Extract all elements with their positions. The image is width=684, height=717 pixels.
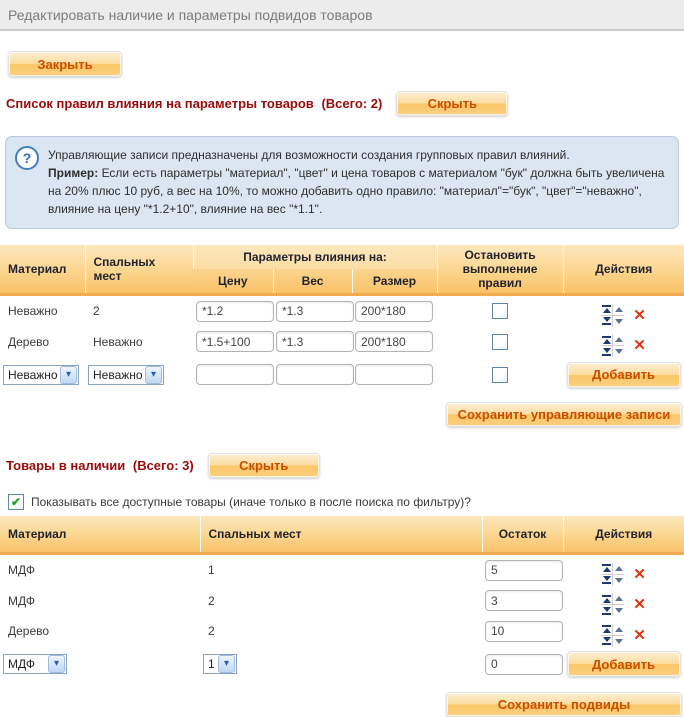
show-all-label: Показывать все доступные товары (иначе только в после поиска по фильтру)? — [31, 495, 471, 509]
stock-section-title — [6, 458, 194, 473]
cell-sleeping: 2 — [208, 593, 215, 608]
show-all-checkbox[interactable] — [8, 494, 24, 510]
material-select[interactable] — [3, 654, 67, 674]
table-row — [0, 586, 684, 617]
col-header-sleeping: Спальных мест — [85, 245, 193, 295]
cell-material: Дерево — [8, 624, 50, 639]
move-first-icon[interactable] — [601, 563, 612, 574]
dropdown-arrow-icon[interactable]: ▾ — [145, 366, 162, 384]
qty-input[interactable] — [485, 560, 563, 581]
delete-icon[interactable]: ✕ — [633, 306, 646, 324]
col-header-material: Материал — [0, 245, 85, 295]
reorder-controls — [601, 624, 624, 647]
stop-rules-checkbox[interactable] — [492, 367, 508, 383]
delete-icon[interactable]: ✕ — [633, 626, 646, 644]
col-header-actions: Действия — [563, 245, 684, 295]
add-product-row — [0, 647, 684, 682]
stock-total-count: (Всего: 3) — [132, 458, 194, 473]
cell-sleeping: 1 — [208, 563, 215, 578]
move-last-icon[interactable] — [601, 346, 612, 357]
move-down-icon[interactable] — [613, 346, 624, 357]
new-size-input[interactable] — [355, 364, 433, 385]
qty-input[interactable] — [485, 590, 563, 611]
rules-title-text: Список правил влияния на параметры товаров — [6, 96, 314, 111]
stop-rules-checkbox[interactable] — [492, 303, 508, 319]
move-up-icon[interactable] — [613, 563, 624, 574]
move-up-icon[interactable] — [613, 593, 624, 604]
stock-section-head — [6, 453, 684, 478]
move-up-icon[interactable] — [613, 304, 624, 315]
new-qty-input[interactable] — [485, 654, 563, 675]
stock-title-text: Товары в наличии — [6, 458, 126, 473]
cell-sleeping: 2 — [93, 304, 100, 319]
add-product-button[interactable]: Добавить — [567, 651, 681, 677]
move-up-icon[interactable] — [613, 624, 624, 635]
size-input[interactable] — [355, 331, 433, 352]
sleeping-select-value: 1 — [208, 657, 215, 671]
cell-material: Дерево — [8, 334, 50, 349]
add-rule-row — [0, 357, 684, 392]
dropdown-arrow-icon[interactable]: ▾ — [48, 655, 65, 673]
info-line1: Управляющие записи предназначены для возможности создания групповых правил влияний. — [48, 148, 570, 162]
save-subtypes-button[interactable]: Сохранить подвиды — [446, 692, 682, 717]
info-text — [48, 146, 666, 218]
dropdown-arrow-icon[interactable]: ▾ — [218, 655, 235, 673]
check-icon: ✔ — [10, 495, 22, 509]
new-weight-input[interactable] — [276, 364, 354, 385]
move-first-icon[interactable] — [601, 624, 612, 635]
qty-input[interactable] — [485, 621, 563, 642]
add-rule-button[interactable]: Добавить — [567, 362, 681, 388]
window-title-bar — [0, 0, 684, 31]
delete-icon[interactable]: ✕ — [633, 596, 646, 613]
sleeping-select[interactable] — [88, 365, 164, 385]
save-rules-button[interactable]: Сохранить управляющие записи — [446, 402, 682, 427]
table-row — [0, 295, 684, 327]
delete-icon[interactable]: ✕ — [633, 337, 646, 354]
reorder-controls — [601, 334, 624, 357]
delete-icon[interactable]: ✕ — [633, 565, 646, 583]
stock-hide-button[interactable]: Скрыть — [208, 453, 320, 478]
weight-input[interactable] — [276, 301, 354, 322]
stock-table — [0, 516, 684, 682]
col-header-stop-rules: Остановить выполнение правил — [437, 245, 563, 295]
rules-section-head — [6, 91, 684, 116]
move-up-icon[interactable] — [613, 334, 624, 345]
sleeping-select[interactable] — [203, 654, 237, 674]
move-down-icon[interactable] — [613, 316, 624, 327]
move-down-icon[interactable] — [613, 636, 624, 647]
weight-input[interactable] — [276, 331, 354, 352]
info-example-text: Если есть параметры "материал", "цвет" и цена товаров с материалом "бук" должна быть увеличена на 20% плюс 10 руб, а вес на 10%, то можно добавить одно правило: "материал"="бук", "цвет"="неважно", влияние на цену "*1.2+10", влияние на вес "*1.1". — [48, 166, 665, 216]
dropdown-arrow-icon[interactable]: ▾ — [60, 366, 77, 384]
col-header-qty: Остаток — [482, 516, 563, 554]
col-header-sleeping: Спальных мест — [200, 516, 482, 554]
material-select[interactable] — [3, 365, 79, 385]
table-row — [0, 327, 684, 358]
move-last-icon[interactable] — [601, 605, 612, 616]
col-header-price: Цену — [193, 269, 273, 295]
reorder-controls — [601, 593, 624, 616]
info-box — [5, 136, 679, 229]
rules-section-title — [6, 96, 382, 111]
table-row — [0, 554, 684, 586]
close-button[interactable]: Закрыть — [8, 51, 122, 77]
filter-row — [8, 494, 684, 510]
move-first-icon[interactable] — [601, 334, 612, 345]
price-input[interactable] — [196, 331, 274, 352]
move-first-icon[interactable] — [601, 304, 612, 315]
move-down-icon[interactable] — [613, 575, 624, 586]
sleeping-select-value: Неважно — [93, 367, 143, 382]
col-header-weight: Вес — [273, 269, 352, 295]
price-input[interactable] — [196, 301, 274, 322]
new-price-input[interactable] — [196, 364, 274, 385]
move-last-icon[interactable] — [601, 575, 612, 586]
info-example-label: Пример: — [48, 166, 99, 180]
help-icon: ? — [15, 146, 39, 170]
rules-total-count: (Всего: 2) — [321, 96, 383, 111]
cell-material: Неважно — [8, 304, 58, 319]
table-row — [0, 616, 684, 647]
col-header-actions: Действия — [563, 516, 684, 554]
material-select-value: Неважно — [8, 367, 58, 382]
col-header-influence-group: Параметры влияния на: — [193, 245, 437, 269]
material-select-value: МДФ — [8, 657, 35, 671]
move-last-icon[interactable] — [601, 636, 612, 647]
col-header-material: Материал — [0, 516, 200, 554]
cell-sleeping: 2 — [208, 624, 215, 639]
cell-material: МДФ — [8, 593, 35, 608]
move-down-icon[interactable] — [613, 605, 624, 616]
cell-sleeping: Неважно — [93, 334, 143, 349]
move-first-icon[interactable] — [601, 593, 612, 604]
col-header-size: Размер — [352, 269, 437, 295]
reorder-controls — [601, 563, 624, 586]
cell-material: МДФ — [8, 563, 35, 578]
move-last-icon[interactable] — [601, 316, 612, 327]
rules-table — [0, 245, 684, 392]
page-title: Редактировать наличие и параметры подвидов товаров — [8, 6, 373, 23]
rules-hide-button[interactable]: Скрыть — [396, 91, 508, 116]
size-input[interactable] — [355, 301, 433, 322]
reorder-controls — [601, 304, 624, 327]
stop-rules-checkbox[interactable] — [492, 334, 508, 350]
